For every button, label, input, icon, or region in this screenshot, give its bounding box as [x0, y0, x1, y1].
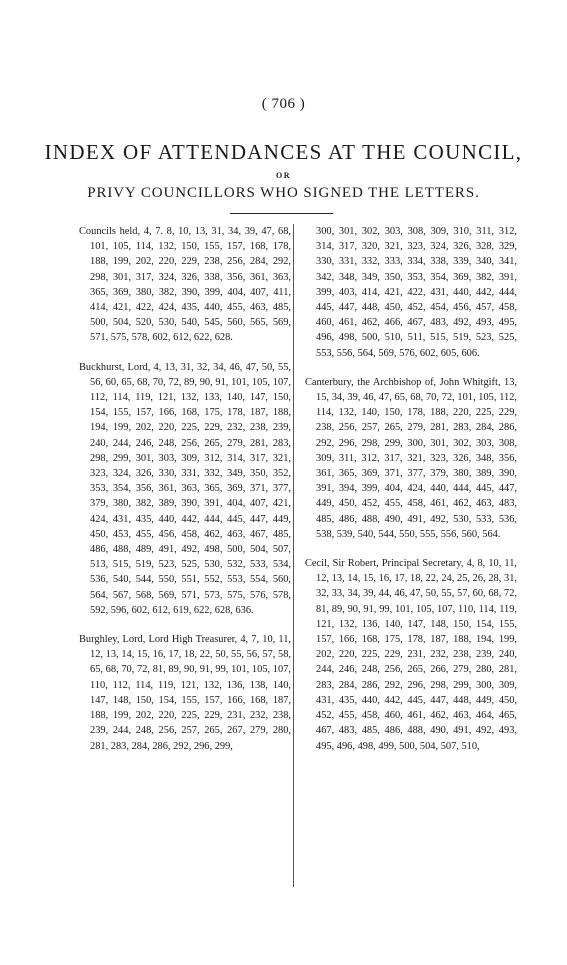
right-column — [305, 224, 517, 768]
title-rule — [230, 213, 333, 214]
index-entry-canterbury: Canterbury, the Archbishop of, John Whitgift, 13, 15, 34, 39, 46, 47, 65, 68, 70, 72, 101, 105, 112, 114, 132, 140, 150, 178, 188, 220, 225, 229, 238, 256, 257, 265, 279, 281, 283, 284, 286, 292, 296, 298, 299, 300, 301, 302, 303, 308, 309, 311, 312, 317, 321, 323, 326, 348, 356, 361, 365, 369, 371, 377, 379, 380, 389, 390, 391, 394, 399, 404, 424, 440, 444, 445, 447, 449, 450, 452, 455, 458, 461, 462, 463, 483, 485, 486, 488, 490, 491, 492, 530, 533, 536, 538, 539, 540, 544, 550, 555, 556, 560, 564. — [305, 376, 517, 540]
title-or: OR — [276, 171, 291, 180]
column-divider — [293, 224, 294, 887]
index-entry-burghley: Burghley, Lord, Lord High Treasurer, 4, 7, 10, 11, 12, 13, 14, 15, 16, 17, 18, 22, 50, 55, 56, 57, 58, 65, 68, 70, 72, 81, 89, 90, 91, 99, 101, 105, 107, 110, 112, 114, 119, 121, 132, 136, 138, 140, 147, 148, 150, 154, 155, 157, 166, 168, 187, 188, 199, 202, 220, 225, 229, 231, 232, 238, 239, 244, 248, 256, 257, 265, 267, 279, 280, 281, 283, 284, 286, 292, 296, 299, — [79, 634, 291, 752]
index-entry-buckhurst: Buckhurst, Lord, 4, 13, 31, 32, 34, 46, 47, 50, 55, 56, 60, 65, 68, 70, 72, 89, 90, 91, 101, 105, 107, 112, 114, 119, 121, 132, 133, 140, 147, 150, 154, 155, 157, 166, 168, 175, 178, 187, 188, 194, 199, 202, 220, 225, 229, 232, 238, 239, 240, 244, 246, 248, 256, 265, 279, 281, 283, 298, 299, 301, 303, 309, 312, 314, 317, 321, 323, 324, 326, 330, 331, 332, 349, 350, 352, 353, 354, 356, 361, 363, 365, 369, 371, 377, 379, 380, 382, 389, 390, 391, 404, 407, 421, 424, 431, 435, 440, 442, 444, 445, 447, 449, 450, 453, 455, 456, 458, 462, 463, 467, 485, 486, 488, 489, 491, 492, 498, 500, 504, 507, 513, 515, 519, 523, 525, 530, 532, 533, 534, 536, 540, 544, 550, 551, 552, 553, 554, 560, 564, 567, 568, 569, 571, 573, 575, 576, 578, 592, 596, 602, 612, 619, 622, 628, 636. — [79, 361, 291, 616]
index-entry-cecil: Cecil, Sir Robert, Principal Secretary, 4, 8, 10, 11, 12, 13, 14, 15, 16, 17, 18, 22, 24, 25, 26, 28, 31, 32, 33, 34, 39, 44, 46, 47, 50, 55, 57, 60, 68, 72, 81, 89, 90, 91, 99, 101, 105, 107, 110, 114, 119, 121, 132, 136, 140, 147, 148, 150, 154, 155, 157, 166, 168, 175, 178, 187, 188, 194, 199, 202, 220, 225, 229, 231, 232, 238, 239, 240, 244, 246, 248, 256, 265, 266, 279, 280, 281, 283, 284, 286, 292, 296, 298, 299, 300, 309, 431, 435, 440, 442, 445, 447, 448, 449, 450, 452, 455, 458, 460, 461, 462, 463, 464, 465, 467, 483, 485, 486, 488, 490, 491, 492, 493, 495, 496, 498, 499, 500, 504, 507, 510, — [305, 558, 517, 752]
index-entry-burghley-continued: 300, 301, 302, 303, 308, 309, 310, 311, 312, 314, 317, 320, 321, 323, 324, 326, 328, 329, 330, 331, 332, 333, 334, 338, 339, 340, 341, 342, 348, 349, 350, 353, 354, 369, 382, 391, 399, 403, 414, 421, 422, 431, 440, 442, 444, 445, 447, 448, 450, 452, 454, 456, 457, 458, 460, 461, 462, 466, 467, 483, 492, 493, 495, 496, 498, 500, 510, 511, 515, 519, 523, 525, 553, 556, 564, 569, 576, 602, 605, 606. — [316, 226, 517, 359]
index-subtitle: PRIVY COUNCILLORS WHO SIGNED THE LETTERS. — [87, 185, 480, 201]
page-number: ( 706 ) — [261, 96, 306, 112]
left-column — [79, 224, 291, 768]
index-title: INDEX OF ATTENDANCES AT THE COUNCIL, — [44, 140, 523, 164]
index-entry-councils-held: Councils held, 4, 7. 8, 10, 13, 31, 34, 39, 47, 68, 101, 105, 114, 132, 150, 155, 157, 168, 178, 188, 199, 202, 220, 229, 238, 256, 284, 292, 298, 301, 317, 324, 326, 338, 356, 361, 363, 365, 369, 380, 382, 390, 399, 404, 407, 411, 414, 421, 422, 424, 435, 440, 455, 463, 485, 500, 504, 520, 530, 540, 545, 560, 565, 569, 571, 575, 578, 602, 612, 622, 628. — [79, 226, 291, 344]
